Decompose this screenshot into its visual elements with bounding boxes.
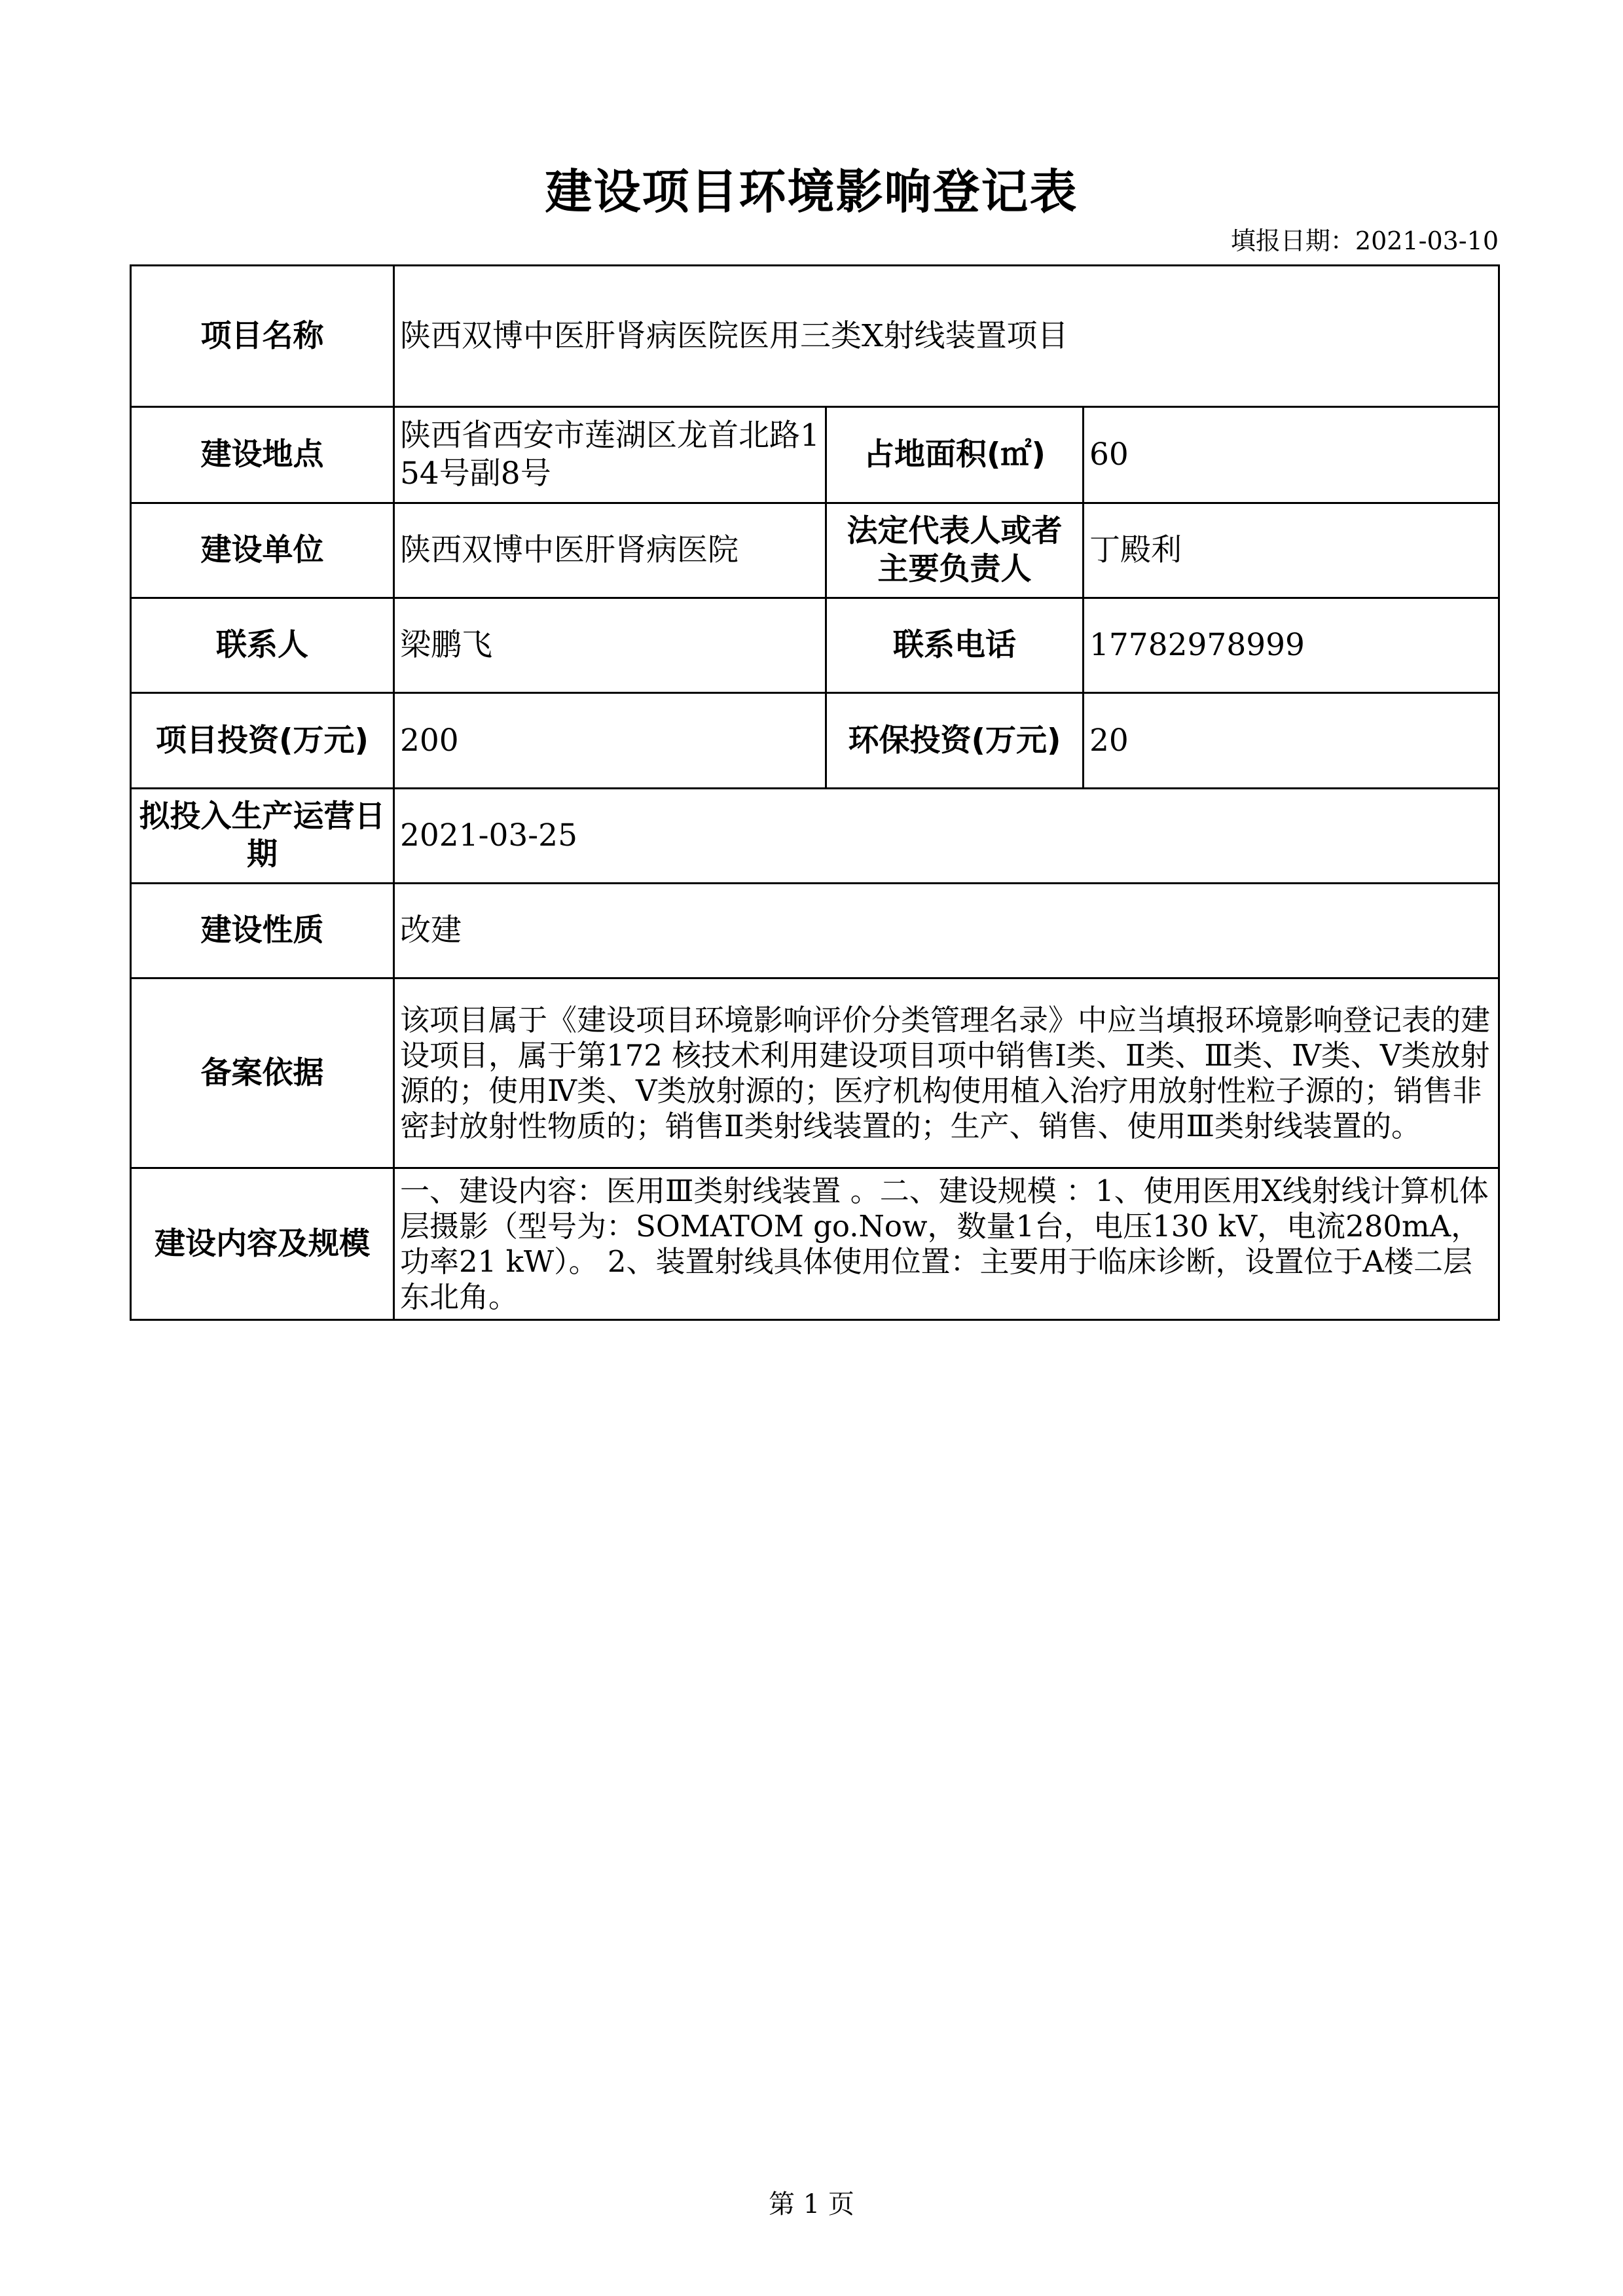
content-value: 一、建设内容：医用Ⅲ类射线装置 。二、建设规模 ：1、使用医用X线射线计算机体层摄影（型号为：SOMATOM go.Now，数量1台，电压130 kV，电流280mA，功率21 kW）。 2、装置射线具体使用位置：主要用于临床诊断，设置位于A楼二层东北角。: [394, 1168, 1499, 1320]
row-start-date: [131, 789, 1499, 884]
area-value: 60: [1084, 407, 1499, 503]
fill-date: [1231, 221, 1499, 260]
basis-label: 备案依据: [131, 978, 394, 1168]
area-label: 占地面积(㎡): [826, 407, 1084, 503]
nature-label: 建设性质: [131, 884, 394, 978]
content-label: 建设内容及规模: [131, 1168, 394, 1320]
location-value: 陕西省西安市莲湖区龙首北路154号副8号: [394, 407, 826, 503]
row-investment: [131, 693, 1499, 789]
row-project-name: [131, 266, 1499, 407]
row-location: [131, 407, 1499, 503]
row-contact: [131, 598, 1499, 693]
project-name-value: 陕西双博中医肝肾病医院医用三类X射线装置项目: [394, 266, 1499, 407]
contact-value: 梁鹏飞: [394, 598, 826, 693]
investment-value: 200: [394, 693, 826, 789]
contact-label: 联系人: [131, 598, 394, 693]
nature-value: 改建: [394, 884, 1499, 978]
legal-rep-value: 丁殿利: [1084, 503, 1499, 598]
row-nature: [131, 884, 1499, 978]
basis-value: 该项目属于《建设项目环境影响评价分类管理名录》中应当填报环境影响登记表的建设项目，属于第172 核技术利用建设项目项中销售Ⅰ类、Ⅱ类、Ⅲ类、Ⅳ类、Ⅴ类放射源的；使用Ⅳ类、Ⅴ类放射源的；医疗机构使用植入治疗用放射性粒子源的；销售非密封放射性物质的；销售Ⅱ类射线装置的；生产、销售、使用Ⅲ类射线装置的。: [394, 978, 1499, 1168]
location-label: 建设地点: [131, 407, 394, 503]
project-name-label: 项目名称: [131, 266, 394, 407]
row-basis: [131, 978, 1499, 1168]
start-date-value: 2021-03-25: [394, 789, 1499, 884]
start-date-label: 拟投入生产运营日期: [131, 789, 394, 884]
legal-rep-label: 法定代表人或者主要负责人: [826, 503, 1084, 598]
page-title: 建设项目环境影响登记表: [545, 164, 1078, 219]
fill-date-label: 填报日期：: [1230, 226, 1355, 255]
fill-date-value: 2021-03-10: [1355, 226, 1499, 255]
page-number: 第 1 页: [769, 2189, 854, 2219]
registration-form-table: [130, 264, 1500, 1321]
unit-value: 陕西双博中医肝肾病医院: [394, 503, 826, 598]
phone-value: 17782978999: [1084, 598, 1499, 693]
investment-label: 项目投资(万元): [131, 693, 394, 789]
row-content: [131, 1168, 1499, 1320]
env-investment-value: 20: [1084, 693, 1499, 789]
env-investment-label: 环保投资(万元): [826, 693, 1084, 789]
row-unit: [131, 503, 1499, 598]
phone-label: 联系电话: [826, 598, 1084, 693]
unit-label: 建设单位: [131, 503, 394, 598]
